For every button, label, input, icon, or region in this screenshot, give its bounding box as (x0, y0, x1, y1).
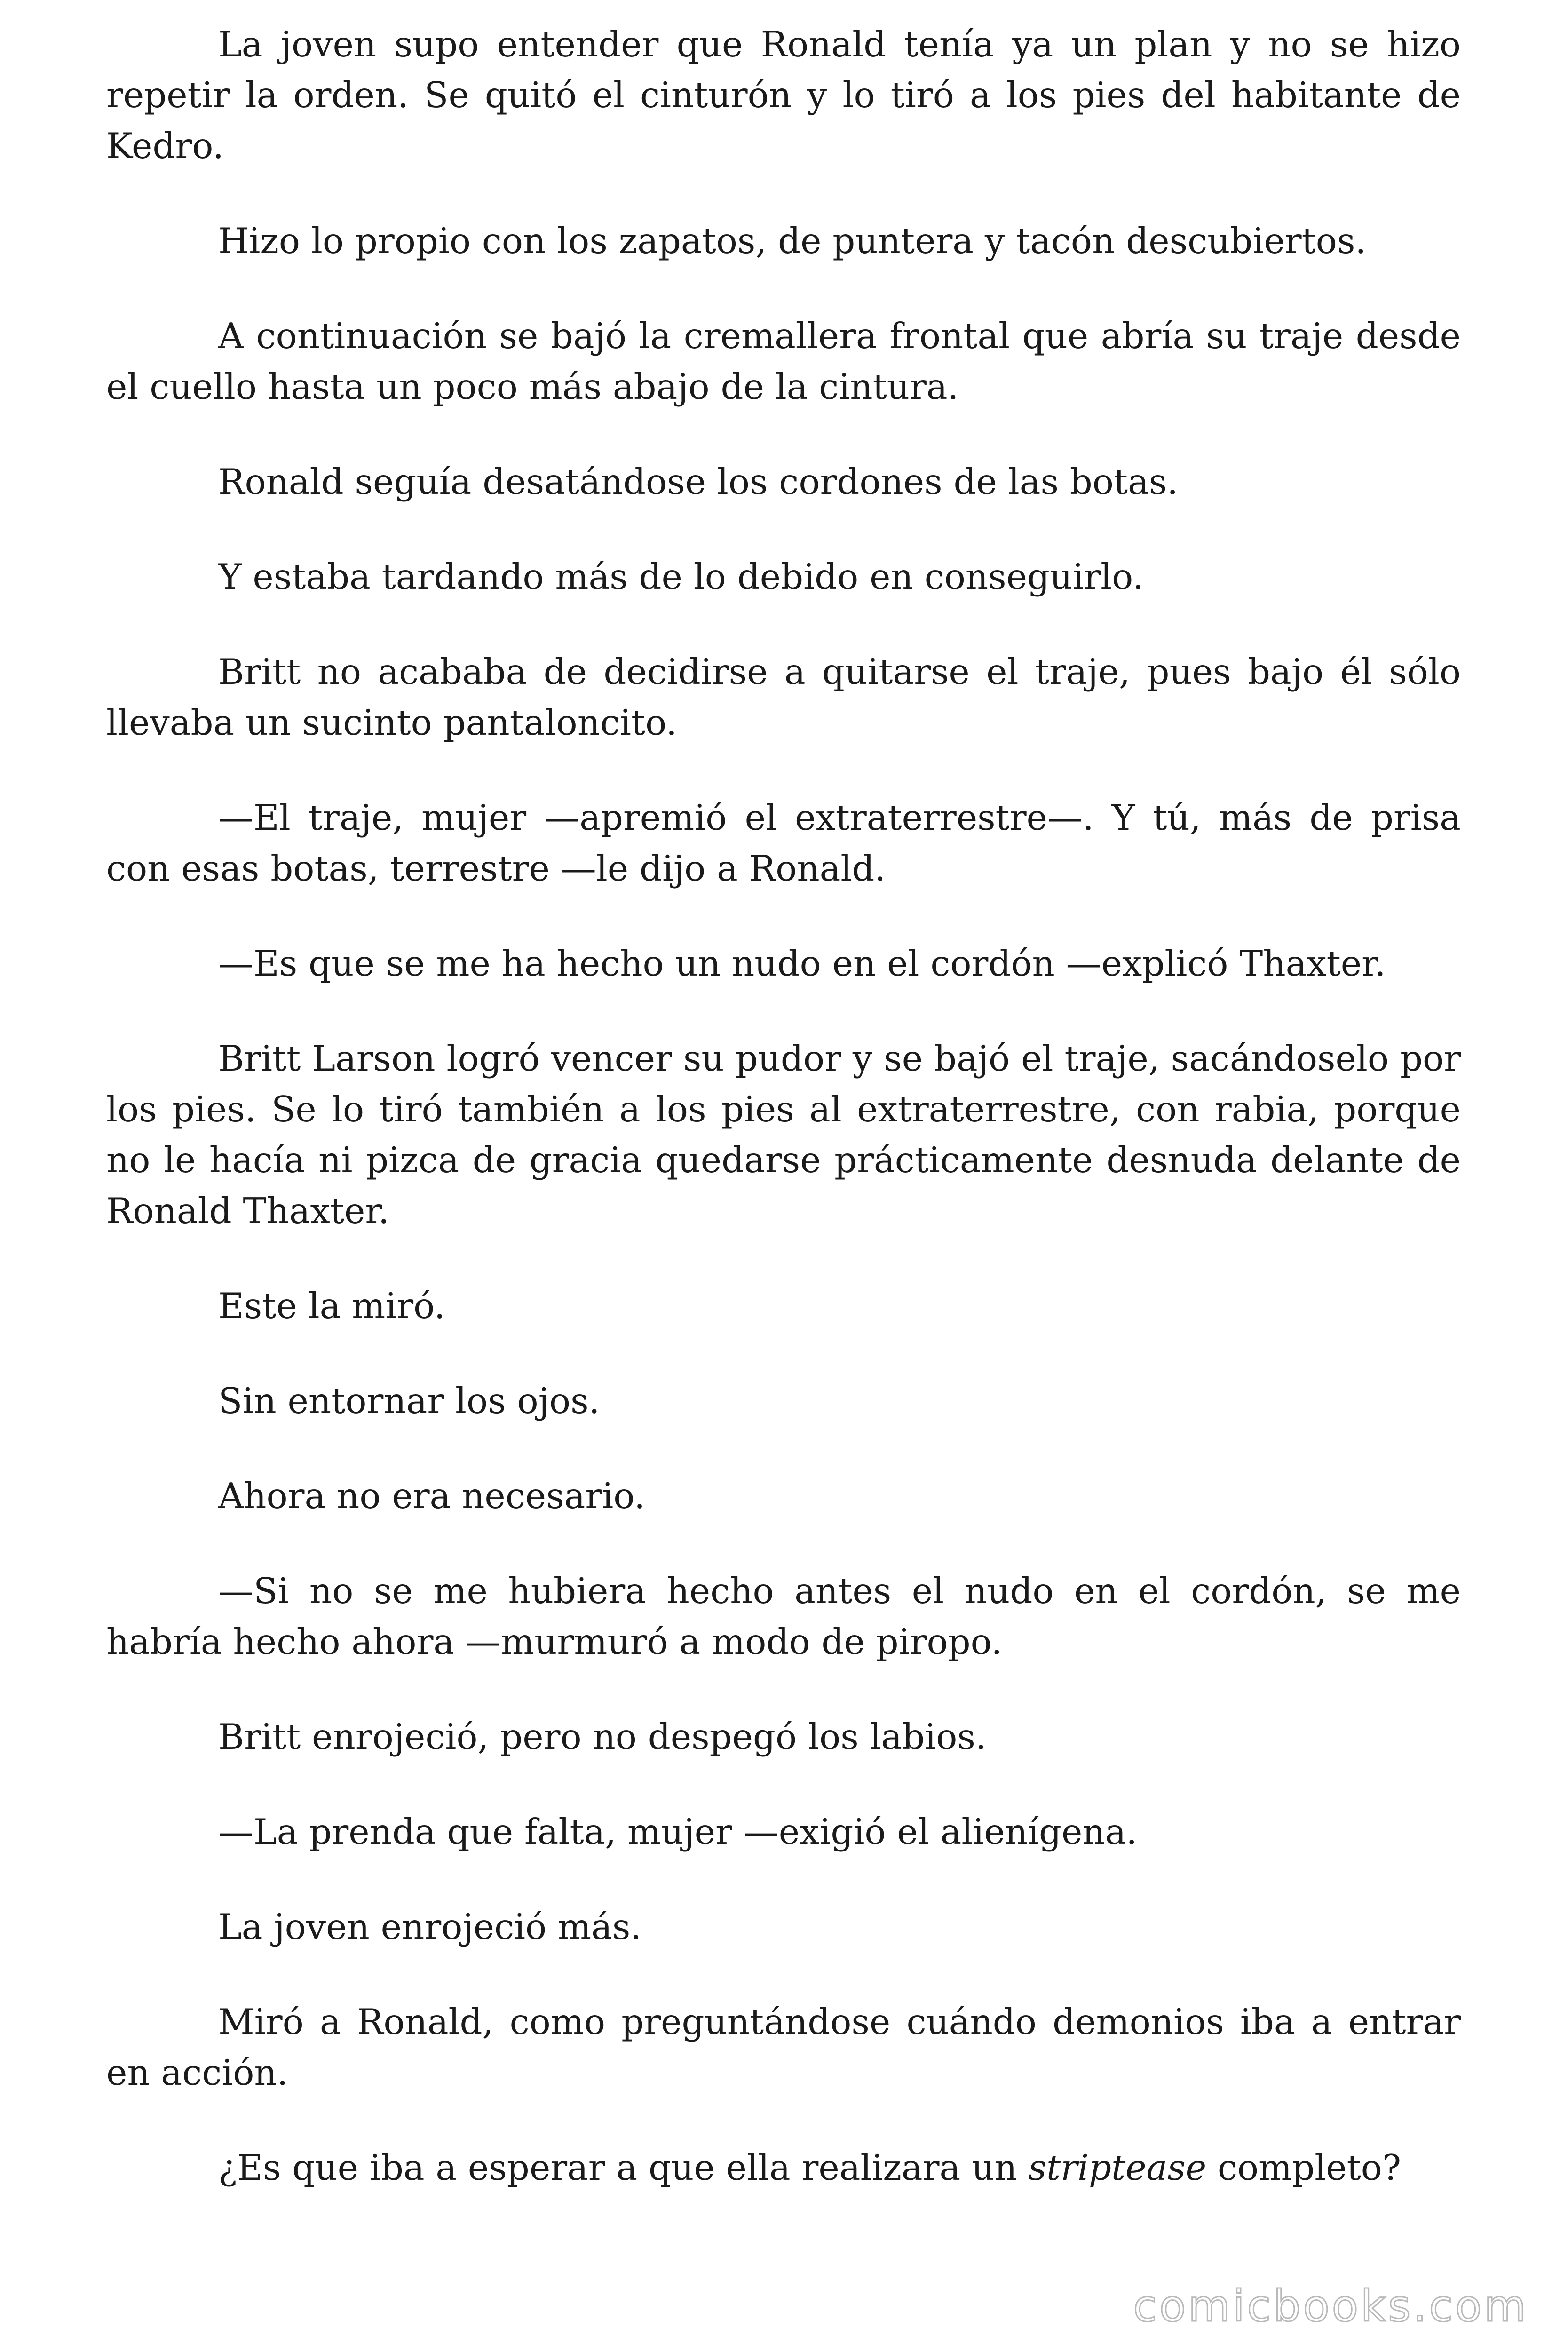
paragraph-8: —Es que se me ha hecho un nudo en el cordón —explicó Thaxter. (218, 943, 1386, 984)
paragraph-6: Britt no acababa de decidirse a quitarse el traje, pues bajo él sólo llevaba un sucinto pantaloncito. (106, 651, 1461, 743)
page-body (106, 19, 1461, 2237)
paragraph-18-tail: completo? (1206, 2147, 1402, 2188)
paragraph-14: Britt enrojeció, pero no despegó los labios. (218, 1716, 987, 1757)
paragraph-15: —La prenda que falta, mujer —exigió el alienígena. (218, 1811, 1138, 1852)
paragraph-7: —El traje, mujer —apremió el extraterrestre—. Y tú, más de prisa con esas botas, terrestre —le dijo a Ronald. (106, 797, 1461, 889)
paragraph-11: Sin entornar los ojos. (218, 1380, 600, 1422)
watermark: comicbooks.com (1133, 2281, 1528, 2331)
paragraph-18-lead: ¿Es que iba a esperar a que ella realizara un (218, 2147, 1029, 2188)
paragraph-4: Ronald seguía desatándose los cordones de las botas. (218, 461, 1179, 502)
paragraph-5: Y estaba tardando más de lo debido en conseguirlo. (218, 556, 1144, 597)
paragraph-1: La joven supo entender que Ronald tenía ya un plan y no se hizo repetir la orden. Se quitó el cinturón y lo tiró a los pies del habitante de Kedro. (106, 24, 1461, 167)
paragraph-18 (106, 2142, 1461, 2193)
paragraph-18-italic: striptease (1028, 2147, 1207, 2188)
paragraph-12: Ahora no era necesario. (218, 1475, 645, 1517)
paragraph-16: La joven enrojeció más. (218, 1906, 642, 1947)
paragraph-17: Miró a Ronald, como preguntándose cuándo demonios iba a entrar en acción. (106, 2001, 1461, 2093)
paragraph-3: A continuación se bajó la cremallera frontal que abría su traje desde el cuello hasta un poco más abajo de la cintura. (106, 315, 1461, 407)
paragraph-9: Britt Larson logró vencer su pudor y se bajó el traje, sacándoselo por los pies. Se lo tiró también a los pies al extraterrestre, con rabia, porque no le hacía ni pizca de gracia quedarse prácticamente desnuda delante de Ronald Thaxter. (106, 1038, 1461, 1232)
paragraph-10: Este la miró. (218, 1285, 445, 1327)
paragraph-13: —Si no se me hubiera hecho antes el nudo en el cordón, se me habría hecho ahora —murmuró a modo de piropo. (106, 1570, 1461, 1662)
paragraph-2: Hizo lo propio con los zapatos, de puntera y tacón descubiertos. (218, 220, 1367, 262)
